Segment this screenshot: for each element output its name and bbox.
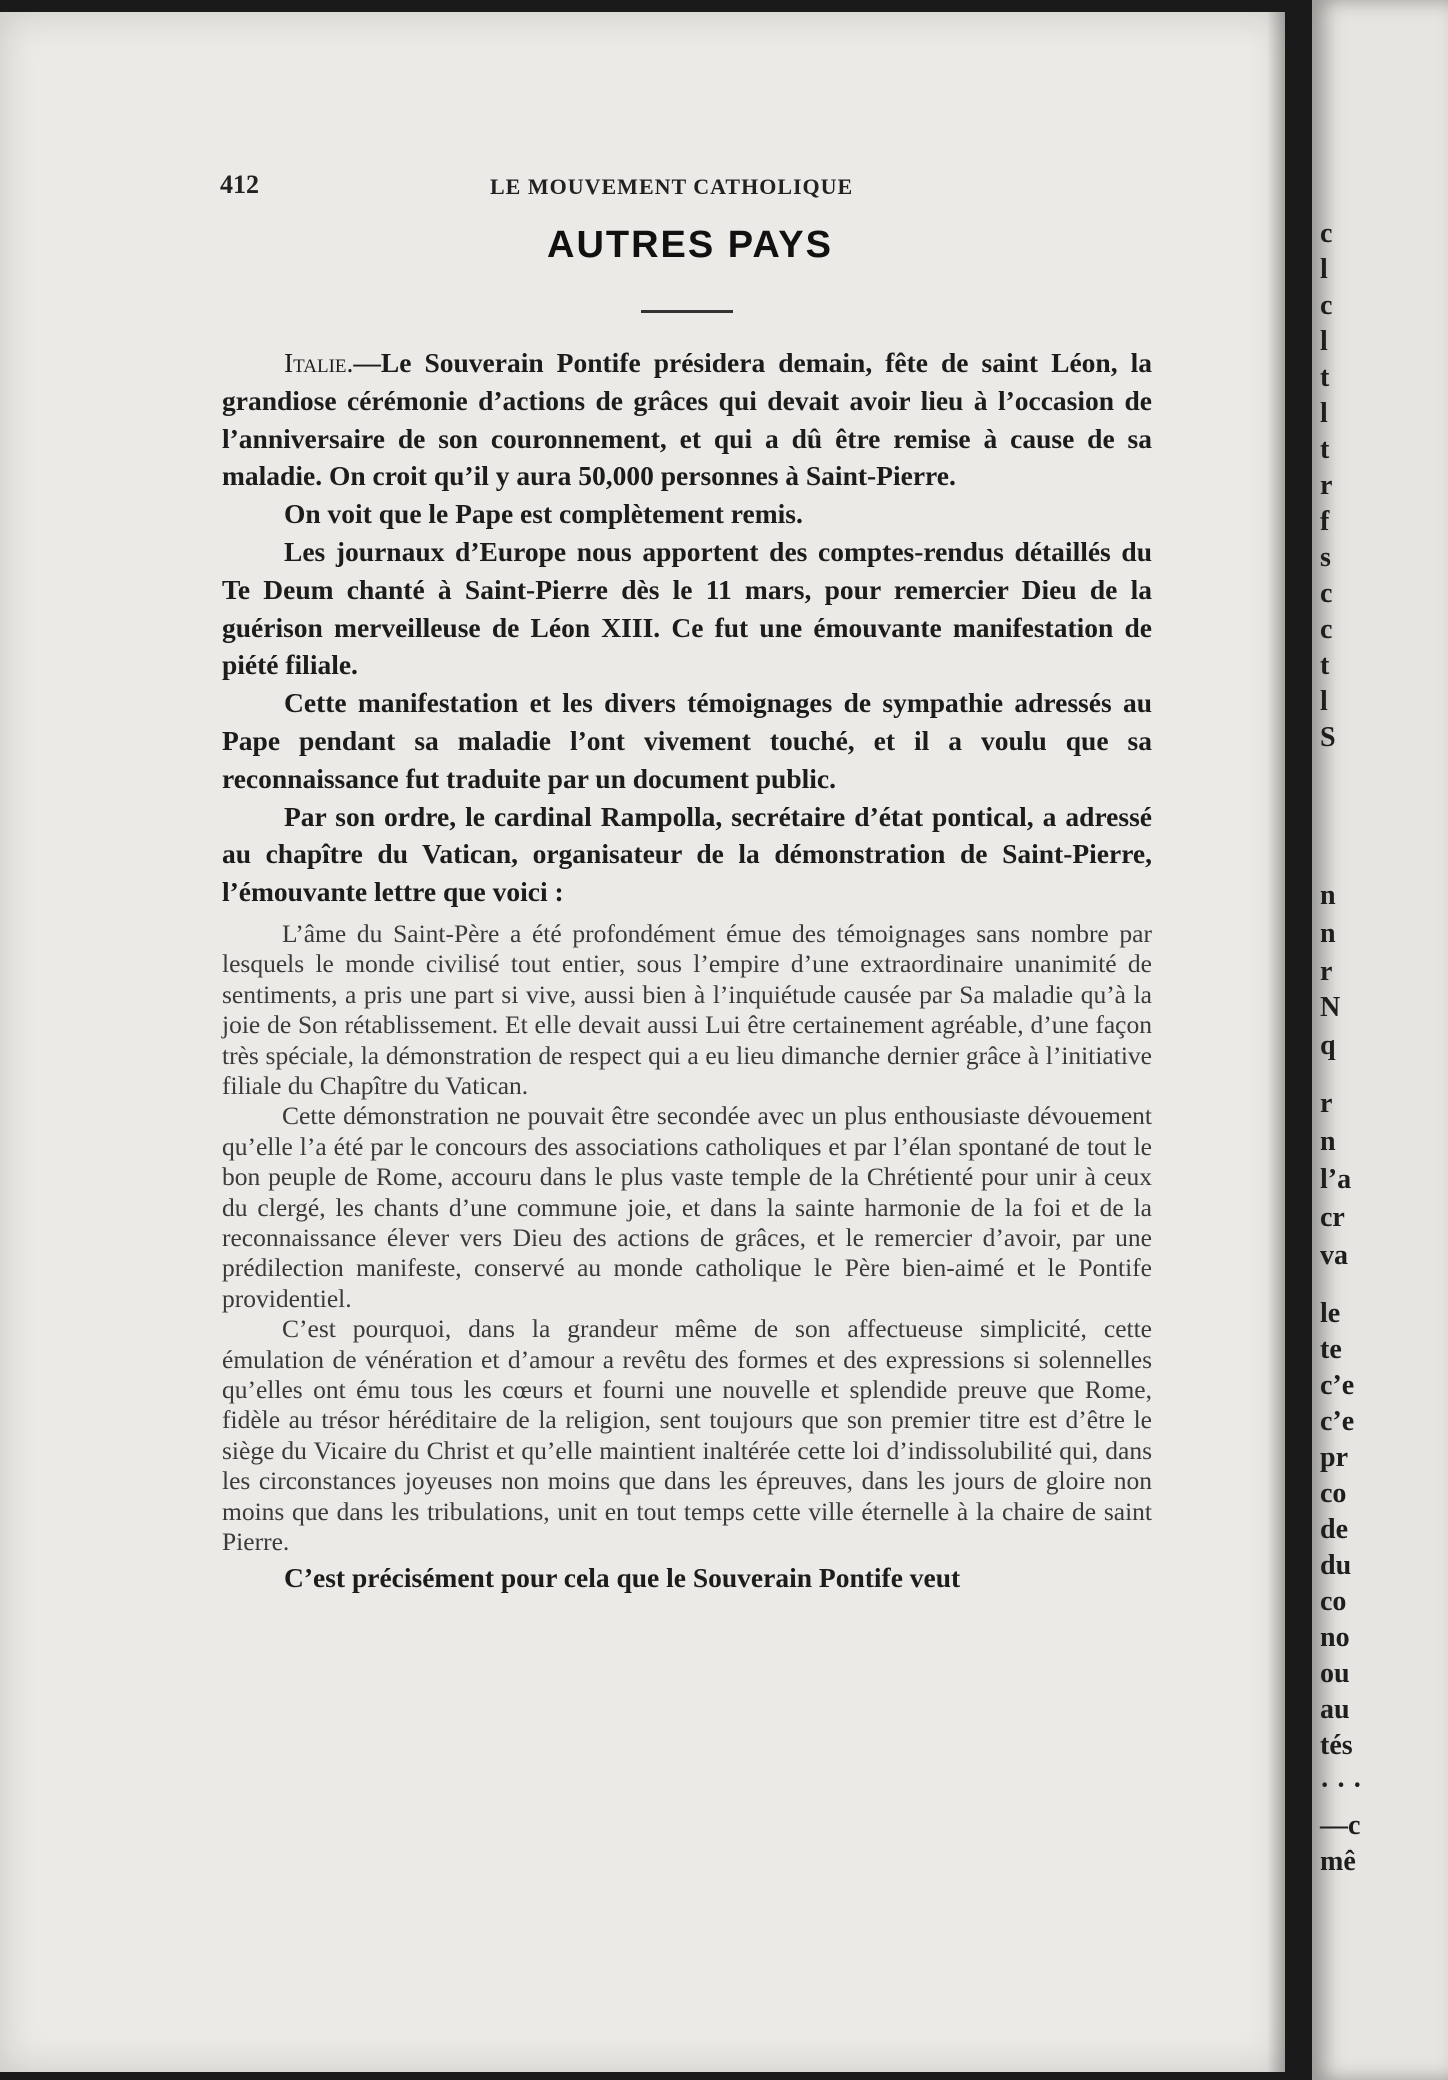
facing-text-fragment: c [1320,578,1333,609]
facing-text-fragment: s [1320,542,1331,573]
facing-text-fragment: co [1320,1478,1347,1509]
facing-text-fragment: S [1320,722,1336,753]
facing-text-fragment: c [1320,614,1333,645]
facing-text-fragment: l [1320,398,1328,429]
facing-text-fragment: t [1320,362,1330,393]
facing-text-fragment: te [1320,1334,1342,1365]
facing-text-fragment: t [1320,434,1330,465]
facing-text-fragment: f [1320,506,1330,537]
facing-text-fragment: va [1320,1240,1348,1271]
facing-text-fragment: N [1320,992,1341,1023]
closing-line: C’est précisément pour cela que le Souverain Pontife veut [284,1562,961,1594]
facing-text-fragment: co [1320,1586,1347,1617]
quote-paragraph: Cette démonstration ne pouvait être secondée avec un plus enthousiaste dévouement qu’elle l’a été par le concours des associations catholiques et par l’élan spontané de tout le bon peuple de Rome, accouru dans le plus vaste temple de la Chrétienté pour unir à ceux du clergé, les chants d’une commune joie, et dans la sainte harmonie de la foi et de la reconnaissance élever vers Dieu des actions de grâces, et le remercier d’avoir, par une prédilection manifeste, conservé au monde catholique le Père bien-aimé et le Pontife providentiel. [222,1101,1152,1313]
facing-text-fragment: le [1320,1298,1341,1329]
quote-paragraph: C’est pourquoi, dans la grandeur même de son affectueuse simplicité, cette émulation de vénération et d’amour a revêtu des formes et des expressions si solennelles qu’elles ont ému tous les cœurs et fourni une nouvelle et splendide preuve que Rome, fidèle au trésor héréditaire de la religion, sent toujours que son premier titre est d’être le siège du Vicaire du Christ et qu’elle maintient inaltérée cette loi d’indissolubilité qui, dans les circonstances joyeuses non moins que dans les épreuves, dans les jours de gloire non moins que dans les tribulations, unit en tout temps cette ville éternelle à la chaire de saint Pierre. [222,1314,1152,1557]
quote-paragraph: L’âme du Saint-Père a été profondément émue des témoignages sans nombre par lesquels le monde civilisé tout entier, sous l’empire d’une extraordinaire unanimité de sentiments, a pris une part si vive, aussi bien à l’inquiétude causée par Sa maladie qu’à la joie de Son rétablissement. Et elle devait aussi Lui être certainement agréable, d’une façon très spéciale, la démonstration de respect qui a eu lieu dimanche dernier grâce à l’initiative filiale du Chapître du Vatican. [222,918,1152,1100]
facing-text-fragment: tés [1320,1730,1353,1761]
facing-text-fragment: de [1320,1514,1348,1545]
facing-text-fragment: cr [1320,1202,1345,1233]
facing-text-fragment: n [1320,1126,1336,1157]
facing-text-fragment: du [1320,1550,1352,1581]
page-number: 412 [220,170,259,199]
paragraph: Les journaux d’Europe nous apportent des comptes-rendus détaillés du Te Deum chanté à Saint-Pierre dès le 11 mars, pour remercier Dieu de la guérison merveilleuse de Léon XIII. Ce fut une émouvante manifestation de piété filiale. [222,535,1152,681]
facing-text-fragment: pr [1320,1442,1348,1473]
facing-text-fragment: c’e [1320,1406,1355,1437]
facing-text-fragment: r [1320,470,1333,501]
facing-text-fragment: l’a [1320,1164,1352,1195]
paragraph: On voit que le Pape est complètement remis. [284,498,803,530]
facing-text-fragment: q [1320,1030,1336,1061]
facing-text-fragment: au [1320,1694,1350,1725]
paragraph-text: —Le Souverain Pontife présidera demain, fête de saint Léon, la grandiose cérémonie d’actions de grâces qui devait avoir lieu à l’occasion de l’anniversaire de son couronnement, et qui a dû être remise à cause de sa maladie. On croit qu’il y aura 50,000 personnes à Saint-Pierre. [222,347,1152,492]
facing-text-fragment: t [1320,650,1330,681]
facing-page-edge [1312,0,1448,2080]
facing-text-fragment: n [1320,880,1336,911]
title-divider [641,310,733,313]
facing-text-fragment: r [1320,1088,1333,1119]
facing-text-fragment: · · · [1320,1770,1363,1801]
facing-text-fragment: l [1320,326,1328,357]
paragraph-italie [222,344,1152,495]
article-body [222,344,1152,1597]
facing-text-fragment: l [1320,686,1328,717]
book-page [0,12,1285,2072]
facing-text-fragment: c [1320,290,1333,321]
facing-text-fragment: l [1320,254,1328,285]
facing-text-fragment: —c [1320,1810,1361,1841]
facing-text-fragment: c [1320,218,1333,249]
section-title: AUTRES PAYS [547,224,833,266]
paragraph: Par son ordre, le cardinal Rampolla, secrétaire d’état pontical, a adressé au chapître du Vatican, organisateur de la démonstration de Saint-Pierre, l’émouvante lettre que voici : [222,800,1152,908]
facing-text-fragment: r [1320,956,1333,987]
facing-text-fragment: no [1320,1622,1350,1653]
lead-label: Italie. [284,347,354,378]
page-header [220,170,1160,206]
facing-text-fragment: n [1320,918,1336,949]
facing-text-fragment: mê [1320,1846,1356,1877]
paragraph: Cette manifestation et les divers témoignages de sympathie adressés au Pape pendant sa maladie l’ont vivement touché, et il a voulu que sa reconnaissance fut traduite par un document public. [222,687,1152,794]
facing-text-fragment: c’e [1320,1370,1355,1401]
facing-text-fragment: ou [1320,1658,1350,1689]
quoted-letter [222,919,1152,1558]
running-title: LE MOUVEMENT CATHOLIQUE [490,174,854,199]
